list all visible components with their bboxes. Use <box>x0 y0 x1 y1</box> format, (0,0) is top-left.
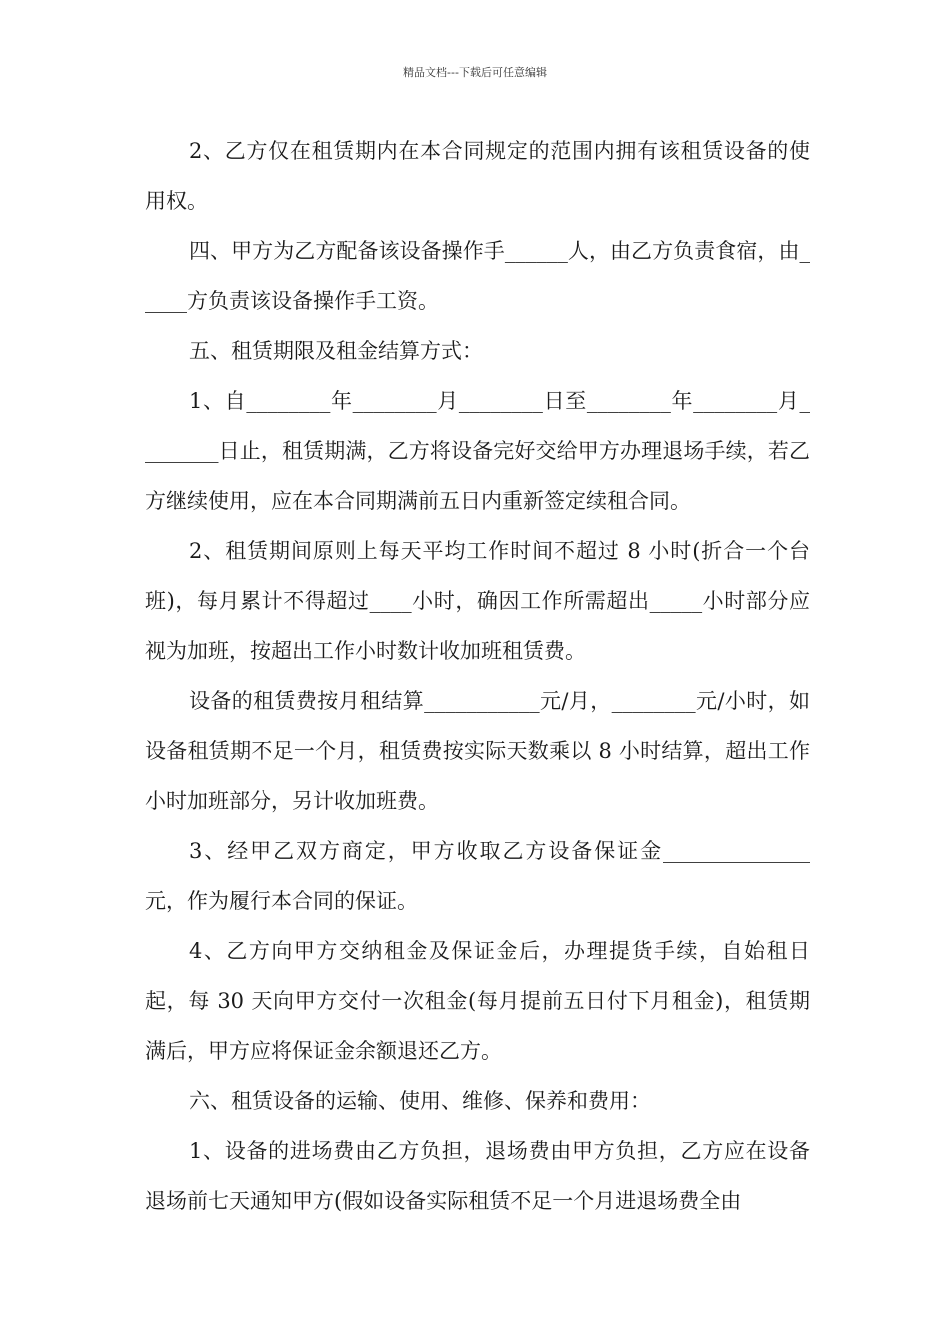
paragraph-operator: 四、甲方为乙方配备该设备操作手______人，由乙方负责食宿，由_____方负责该设备操作手工资。 <box>145 239 810 313</box>
paragraph-payment: 4、乙方向甲方交纳租金及保证金后，办理提货手续，自始租日起，每 30 天向甲方交付一次租金(每月提前五日付下月租金)，租赁期满后，甲方应将保证金余额退还乙方。 <box>145 939 810 1063</box>
page-header: 精品文档---下载后可任意编辑 <box>403 66 547 79</box>
paragraph-entry-fee: 1、设备的进场费由乙方负担，退场费由甲方负担，乙方应在设备退场前七天通知甲方(假如设备实际租赁不足一个月进退场费全由 <box>145 1139 810 1213</box>
paragraph-working-hours: 2、租赁期间原则上每天平均工作时间不超过 8 小时(折合一个台班)，每月累计不得超过____小时，确因工作所需超出_____小时部分应视为加班，按超出工作小时数计收加班租赁费。 <box>145 539 810 663</box>
section-heading-lease-term: 五、租赁期限及租金结算方式： <box>189 339 483 363</box>
paragraph-rental-fee: 设备的租赁费按月租结算___________元/月，________元/小时，如设备租赁期不足一个月，租赁费按实际天数乘以 8 小时结算，超出工作小时加班部分，另计收加班费。 <box>145 689 810 813</box>
paragraph-deposit: 3、经甲乙双方商定，甲方收取乙方设备保证金______________元，作为履行本合同的保证。 <box>145 839 810 913</box>
paragraph-lease-period: 1、自________年________月________日至________年________月________日止，租赁期满，乙方将设备完好交给甲方办理退场手续，若乙方继续使用，应在本合同期满前五日内重新签定续租合同。 <box>145 389 810 513</box>
section-heading-transport: 六、租赁设备的运输、使用、维修、保养和费用： <box>189 1089 651 1113</box>
document-body <box>145 126 810 1226</box>
paragraph-usage-right: 2、乙方仅在租赁期内在本合同规定的范围内拥有该租赁设备的使用权。 <box>145 139 810 213</box>
